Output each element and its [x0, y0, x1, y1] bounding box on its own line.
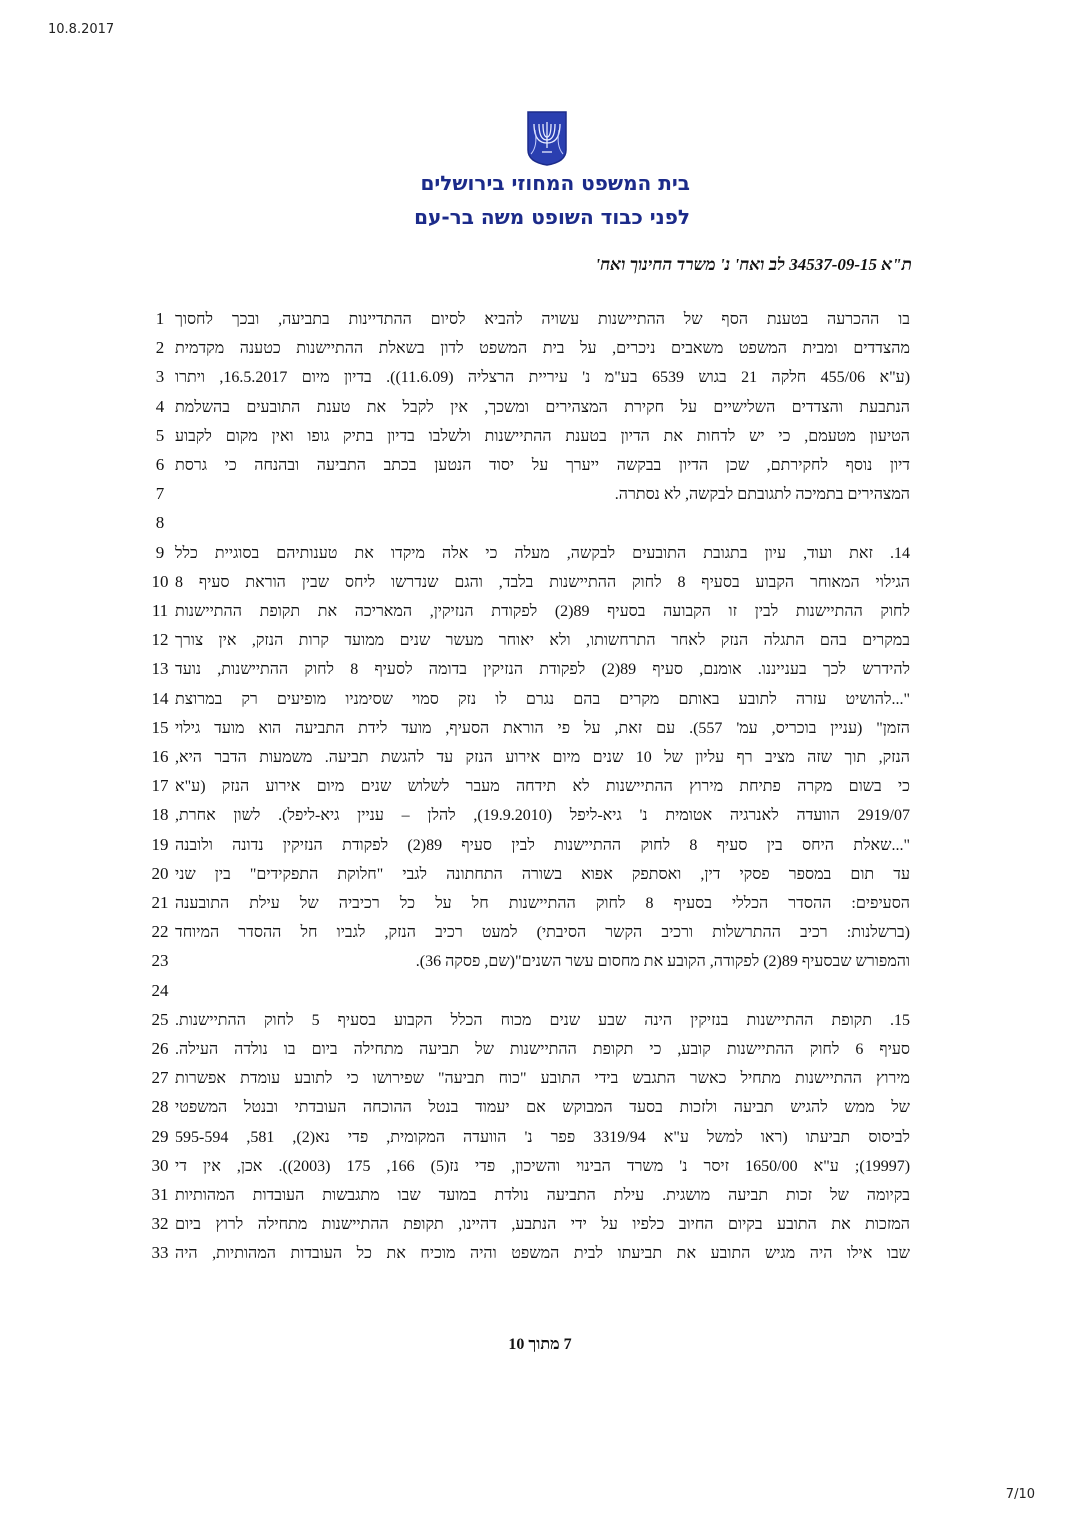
- text-line: מהצדדים ומבית המשפט משאבים ניכרים, על בית המשפט לדון בשאלת ההתיישנות כטענה מקדמית: [175, 340, 910, 357]
- state-emblem-icon: [526, 110, 568, 166]
- text-line: כי בשום מקרה פתיחת מירוץ ההתיישנות לא תידחה מעבר לשלוש שנים מיום אירוע הנזק (ע"א: [175, 778, 910, 795]
- text-line: הטיעון מטעמם, כי יש לדחות את הדיון בטענת ההתיישנות ולשלבו בדיון בתיק גופו ואין מקום לקבוע: [175, 428, 910, 445]
- page-footer: 7 מתוך 10: [508, 1336, 572, 1353]
- line-number: 20: [151, 864, 169, 883]
- text-line: 15. תקופת ההתיישנות בנזיקין הינה שבע שנים מכוח הכלל הקבוע בסעיף 5 לחוק ההתיישנות.: [175, 1012, 911, 1029]
- court-name: בית המשפט המחוזי בירושלים: [420, 171, 690, 195]
- text-line: בו ההכרעה בטענת הסף של ההתיישנות עשויה להביא לסיום ההתדיינות בתביעה, ובכך לחסוך: [175, 311, 910, 328]
- text-line: (19997); ע"א 1650/00 זיסר נ' משרד הבינוי והשיכון, פדי נז(5) 166, 175 (2003)). אכן, אין די: [175, 1158, 911, 1175]
- line-number: 30: [151, 1156, 169, 1175]
- line-number: 33: [151, 1243, 169, 1262]
- text-line: לביסוס תביעתו (ראו למשל ע"א 3319/94 פפר נ' הוועדה המקומית, פדי נא(2), 581, 595-594: [175, 1129, 911, 1146]
- text-line: והמפורש שבסעיף 89(2) לפקודה, הקובע את מחסום עשר השנים"(שם, פסקה 36).: [415, 953, 910, 970]
- text-line: הגילוי המאוחר הקבוע בסעיף 8 לחוק ההתיישנות בלבד, והגם שנדרשו ליחס שבין הוראת סעיף 8: [175, 574, 910, 591]
- print-page-number: 7/10: [1005, 1487, 1035, 1502]
- line-number: 10: [151, 572, 169, 591]
- text-line: עד תום במספר פסקי דין, ואסתפק אפוא בשורה התחתונה לגבי "חלוקת התפקידים" בין שני: [175, 866, 910, 883]
- text-line: 14. זאת ועוד, עיון בתגובת התובעים לבקשה, מעלה כי אלה מיקדו את טענותיהם בסוגיית כלל: [175, 545, 910, 562]
- print-date: 10.8.2017: [48, 22, 115, 37]
- text-line: הנזק, תוך שזה מציב רף עליון של 10 שנים מיום אירוע הנזק עד להגשת תביעה. משמעות הדבר היא,: [175, 749, 910, 766]
- text-line: 2919/07 הוועדה לאנרגיה אטומית נ' גיא-ליפל (19.9.2010), להלן – עניין גיא-ליפל). לשון אחרת,: [175, 807, 910, 824]
- text-line: במקרים בהם התגלה הנזק לאחר התרחשותו, ולא יאוחר מעשר שנים ממועד קרות הנזק, אין צורך: [175, 632, 910, 649]
- line-number: 16: [151, 747, 169, 766]
- line-number: 17: [151, 776, 169, 795]
- line-number: 3: [155, 367, 165, 386]
- text-line: "...שאלת היחס בין סעיף 8 לחוק ההתיישנות לבין סעיף 89(2) לפקודת הנזיקין נדונה ולובנה: [175, 837, 911, 854]
- line-number: 11: [151, 601, 169, 620]
- line-number: 14: [151, 689, 169, 708]
- text-line: המזכות את התובע בקיום החיוב כלפיו על ידי הנתבע, דהיינו, תקופת ההתיישנות מתחילה לרוץ ביום: [175, 1216, 910, 1233]
- line-number: 7: [155, 484, 165, 503]
- line-number: 25: [151, 1010, 169, 1029]
- line-number: 6: [155, 455, 165, 474]
- line-number: 21: [151, 893, 169, 912]
- text-line: המצהירים בתמיכה לתגובתם לבקשה, לא נסתרה.: [614, 486, 910, 503]
- line-number: 24: [151, 981, 169, 1000]
- line-number: 12: [151, 630, 169, 649]
- text-line: בקיומה של זכות תביעה מושגית. עילת התביעה נולדת במועד שבו מתגבשות העובדות המהותיות: [175, 1187, 910, 1204]
- text-line: דיון נוסף לחקירתם, שכן הדיון בבקשה ייערך על יסוד הנטען בכתב התביעה ובהנחה כי גרסת: [175, 457, 910, 474]
- line-number: 1: [155, 309, 165, 328]
- line-number: 18: [151, 805, 169, 824]
- text-line: לחוק ההתיישנות לבין זו הקבועה בסעיף 89(2) לפקודת הנזיקין, המאריכה את תקופת ההתיישנות: [175, 603, 910, 620]
- line-number: 8: [155, 513, 165, 532]
- text-line: הנתבעת והצדדים השלישיים על חקירת המצהירים ומשכך, אין לקבל את טענת התובעים בהשלמת: [175, 399, 910, 416]
- text-line: מירוץ ההתיישנות מתחיל כאשר התגבש בידי התובע "כוח תביעה" שפירושו כי לתובע עומדת אפשרות: [175, 1070, 910, 1087]
- line-number: 15: [151, 718, 169, 737]
- line-number: 9: [155, 543, 165, 562]
- text-line: שבו אילו היה מגיש התובע את תביעתו לבית המשפט והיה מוכיח את כל העובדות המהותיות, היה: [175, 1245, 910, 1262]
- line-number: 26: [151, 1039, 169, 1058]
- line-number: 31: [151, 1185, 169, 1204]
- line-number: 13: [151, 659, 169, 678]
- line-number: 27: [151, 1068, 169, 1087]
- case-title: ת"א 34537-09-15 לב ואח' נ' משרד החינוך ואח': [595, 255, 912, 274]
- text-line: (ברשלנות: רכיב ההתרשלות ורכיב הקשר הסיבתי) למעט רכיב הנזק, לגביו חל ההסדר המיוחד: [175, 924, 910, 941]
- line-number: 19: [151, 835, 169, 854]
- line-number: 4: [155, 397, 165, 416]
- text-line: סעיף 6 לחוק ההתיישנות קובע, כי תקופת ההתיישנות של תביעה מתחילה ביום בו נולדה העילה.: [175, 1041, 910, 1058]
- text-line: להידרש לכך בענייננו. אומנם, סעיף 89(2) לפקודת הנזיקין בדומה לסעיף 8 לחוק ההתיישנות, נועד: [175, 661, 911, 678]
- line-number: 28: [151, 1097, 169, 1116]
- line-number: 29: [151, 1127, 169, 1146]
- line-number: 22: [151, 922, 169, 941]
- text-line: הזמן" (עניין בוכריס, עמ' 557). עם זאת, על פי הוראת הסעיף, מועד לידת התביעה הוא מועד גילוי: [175, 720, 910, 737]
- text-line: (ע"א 455/06 חלקה 21 בגוש 6539 בע"מ נ' עיריית הרצליה (11.6.09)). בדיון מיום 16.5.2017, ויתרו: [175, 369, 911, 386]
- text-line: "...להושיט עזרה לתובע באותם מקרים בהם נגרם לו נזק סמוי שסימניו מופיעים רק במרוצת: [175, 691, 910, 708]
- line-number: 32: [151, 1214, 169, 1233]
- line-number: 2: [155, 338, 165, 357]
- line-number: 23: [151, 951, 169, 970]
- line-number: 5: [155, 426, 165, 445]
- judge-name: לפני כבוד השופט משה בר-עם: [414, 205, 690, 229]
- text-line: של ממש להגיש תביעה ולזכות בסעד המבוקש אם יעמוד בנטל ההוכחה העובדתי ובנטל המשפטי: [175, 1099, 910, 1116]
- text-line: הסעיפים: ההסדר הכללי בסעיף 8 לחוק ההתיישנות חל על כל רכיביה של עילת התובענה: [175, 895, 910, 912]
